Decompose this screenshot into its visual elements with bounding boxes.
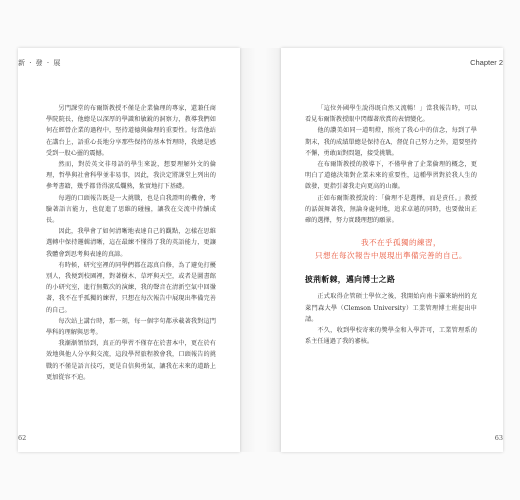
- left-paragraph-2: 然而，對於英文非母語的學生來說，想要理解外文的倫理，哲學與社會科學並非易事，因此，我決定將課堂上列出的參考書籍，幾乎都背得滾瓜爛熟，紮實地打下基礎。: [46, 161, 216, 191]
- pull-quote: [305, 236, 477, 262]
- left-paragraph-7: 我漸漸領悟到，真正的學習不僅存在於書本中，更在於有效地與他人分享與交流，這段學習旅程教會我，口頭報告的挑戰的不僅是語言技巧，更是自信與勇氣，讓我在未來的道路上更加從容不迫。: [46, 340, 216, 381]
- right-paragraph-2: 他的讚美如同一道明燈，照亮了我心中的信念，每到了學期末，我的成績單總是保持在A，督促自己努力之外，還要堅持不懈，勇敢面對問題，接受挑戰。: [305, 127, 477, 157]
- right-page-number: 63: [494, 434, 503, 442]
- left-paragraph-6: 每次站上講台時，那一刻，每一個字句都承載著我對這門學科的理解與思考。: [46, 317, 216, 337]
- left-running-head: 新 · 發 · 展: [18, 59, 62, 67]
- left-page: [18, 48, 240, 452]
- right-running-head: Chapter 2: [470, 58, 503, 67]
- right-paragraph-3: 在布爾斯教授的教導下，不僅學會了企業倫理的概念，更明白了道德決策對企業未來的重要性，這種學習對於我人生的啟發，更指引著我走向更高的山巔。: [305, 161, 477, 191]
- left-paragraph-3: 每週的口頭報告既是一大挑戰，也是自我證明的機會，考驗著語言能力，也促進了思維的碰撞，讓我在交流中持續成長。: [46, 194, 216, 225]
- right-paragraph-1: 「這位外國學生說得既自然又流暢！」當我報告時，可以看見布爾斯教授眼中閃耀著欣賞的表情變化。: [305, 105, 477, 124]
- pull-quote-line-1: 我不在乎孤獨的練習，: [361, 238, 441, 248]
- right-body-text: [305, 103, 477, 347]
- left-paragraph-4: 因此，我學會了如何清晰地表達自己的觀點，怎樣在思維選轉中保持邏輯清晰，這在最練不懂得了我的英語能力，更讓我體會到思考與表達的真諦。: [46, 228, 216, 258]
- right-page: [281, 48, 503, 452]
- book-gutter: [240, 48, 281, 452]
- right-paragraph-4: 正如布爾斯教授說的：「倫理不是選擇，而是責任。」教授的話鼓舞著我，無論身處何地，追求卓越的同時，也要做出正確的選擇，努力實踐理想的願景。: [305, 194, 477, 225]
- left-page-number: 62: [18, 434, 27, 442]
- right-paragraph-5: 正式取得企管碩士學位之後，我開始向南卡羅來納州的克萊門森大學（Clemson University）工業管理博士班提出申請。: [305, 293, 477, 323]
- left-body-text: [46, 103, 216, 383]
- left-paragraph-1: 另門課堂的布爾斯教授不僅是企業倫理的專家，還兼任商學院院長，他總是以深厚的學識和敏銳的洞察力，教導我們如何在經營企業的過程中，堅持道德與倫理的重要性。每當他站在講台上，語重心長地分享那些保持的基本哲理時，我總是感受到一股心靈的震撼。: [46, 105, 216, 157]
- right-paragraph-6: 不久，收到學校寄來的獎學金和入學許可，工業管理系的系主任通過了我的審核。: [305, 327, 477, 346]
- left-paragraph-5: 有時候，研究室裡的同學們都在認真自修，為了避免打擾別人，我便到校園裡，對著樹木、草坪與天空，或者是圖書館的小研究室，進行無數次的演練，我的聲音在清新空氣中回盪著，我不在乎孤獨的練習，只想在每次報告中展現出準備完善的自己。: [46, 261, 216, 314]
- section-heading: 披荊斬棘，邁向博士之路: [305, 275, 396, 285]
- pull-quote-line-2: 只想在每次報告中展現出準備完善的自己。: [315, 251, 467, 261]
